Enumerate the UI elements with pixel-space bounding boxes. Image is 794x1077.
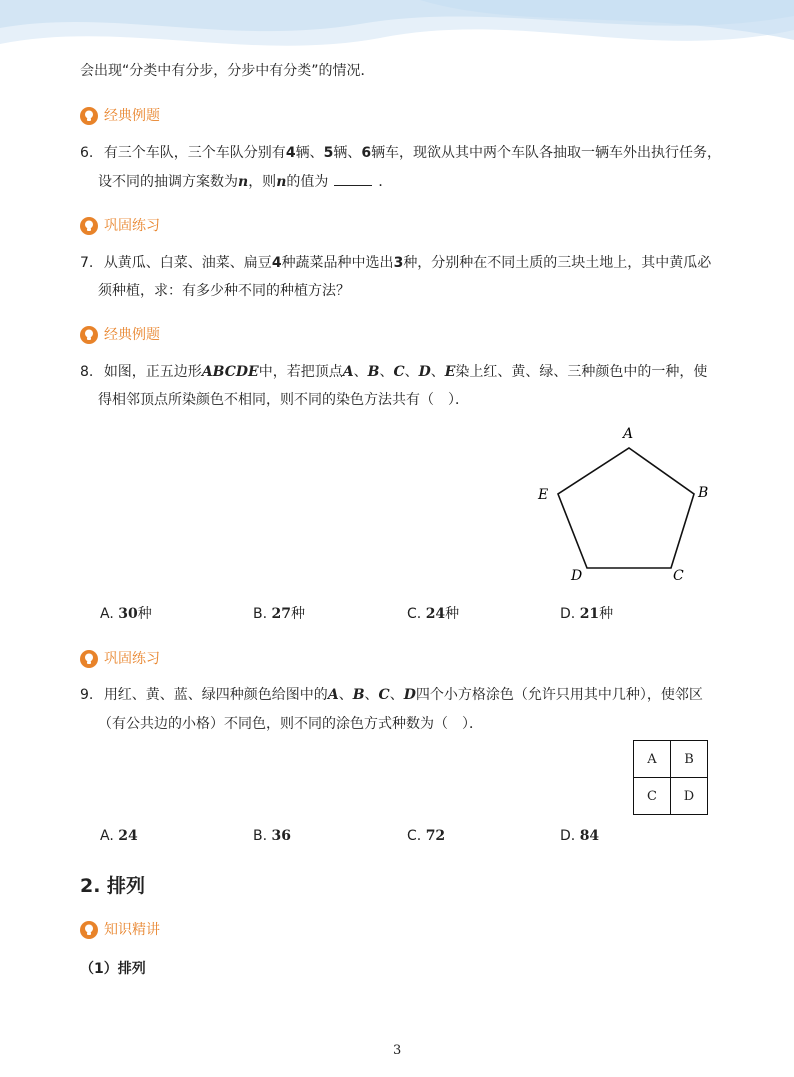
option-letter: A. [100,828,114,844]
question-7-line-2: 须种植，求：有多少种不同的种植方法？ [98,283,350,299]
q8-sep: 、 [404,364,419,380]
q8-vertex: E [444,364,456,380]
q6-var-n: n [238,174,249,190]
q7-text: 从黄瓜、白菜、油菜、扁豆 [103,255,272,271]
q6-text: ． [378,174,393,190]
pentagon-shape [558,448,694,568]
lightbulb-icon [80,650,98,668]
q8-option-c[interactable] [407,604,459,624]
option-value: 36 [271,828,291,844]
section-heading: 2. 排列 [80,875,146,897]
q8-sep: 、 [430,364,445,380]
subsection-heading: （1）排列 [80,961,146,977]
question-number: 9. [80,687,94,703]
q8-sep: 、 [379,364,394,380]
q9-cell-ref: C [378,687,390,703]
q8-text: 中，若把顶点 [258,364,343,380]
option-unit: 种 [445,606,460,622]
lightbulb-icon [80,326,98,344]
lightbulb-icon [80,217,98,235]
section-label-example-1 [80,106,160,126]
section-label-text: 巩固练习 [104,651,160,667]
question-8-line-1 [80,362,707,382]
q7-text: 种，分别种在不同土质的三块土地上，其中黄瓜必 [403,255,712,271]
q9-cell-ref: B [352,687,365,703]
option-letter: B. [253,606,268,622]
q7-text: 种蔬菜品种中选出 [281,255,394,271]
option-unit: 种 [599,606,614,622]
option-value: 84 [579,828,600,844]
grid-cell-a: A [634,741,671,778]
q9-cell-ref: D [403,687,416,703]
q6-num-5: 5 [323,145,334,161]
option-letter: A. [100,606,114,622]
option-letter: C. [407,828,422,844]
vertex-label-b: B [698,485,709,501]
q8-text: 如图，正五边形 [103,364,202,380]
question-number: 6. [80,145,94,161]
question-9-line-2: （有公共边的小格）不同色，则不同的涂色方式种数为（ ）． [98,716,483,732]
grid-cell-b: B [671,741,708,778]
q7-num-4: 4 [271,255,282,271]
section-label-text: 知识精讲 [104,922,160,938]
q9-option-b[interactable] [253,826,291,846]
q8-option-d[interactable] [560,604,613,624]
q9-text: 四个小方格涂色（允许只用其中几种），使邻区 [415,687,703,703]
q6-text: ，则 [248,174,277,190]
q6-text: 辆、 [295,145,324,161]
header-wave-decoration [0,0,794,62]
answer-blank [334,171,372,186]
vertex-label-d: D [571,568,583,584]
q8-option-b[interactable] [253,604,305,624]
grid-cell-c: C [634,778,671,815]
q8-text: 染上红、黄、绿、三种颜色中的一种，使 [455,364,708,380]
option-value: 27 [271,606,291,622]
q6-num-4: 4 [285,145,296,161]
q9-sep: 、 [389,687,404,703]
option-value: 24 [118,828,138,844]
option-letter: C. [407,606,422,622]
q9-sep: 、 [338,687,353,703]
option-unit: 种 [137,606,152,622]
q9-option-c[interactable] [407,826,445,846]
section-label-knowledge [80,920,160,940]
q6-num-6: 6 [361,145,372,161]
option-letter: D. [560,828,576,844]
question-8-line-2: 得相邻顶点所染颜色不相同，则不同的染色方法共有（ ）． [98,392,469,408]
grid-cell-d: D [671,778,708,815]
question-number: 8. [80,364,94,380]
question-6-line-2 [98,171,392,192]
q9-text: 用红、黄、蓝、绿四种颜色给图中的 [103,687,328,703]
intro-text: 会出现“分类中有分步，分步中有分类”的情况． [80,63,375,79]
q9-cell-ref: A [327,687,339,703]
q8-vertex: B [367,364,380,380]
q9-option-a[interactable] [100,826,138,846]
q6-text: 设不同的抽调方案数为 [98,174,238,190]
q8-sep: 、 [353,364,368,380]
q8-vertex: A [342,364,354,380]
section-label-text: 经典例题 [104,108,160,124]
grid-figure [633,740,708,815]
q8-shape-name: ABCDE [201,364,259,380]
q8-vertex: C [393,364,405,380]
q6-var-n: n [276,174,287,190]
section-label-example-2 [80,325,160,345]
q6-text: 的值为 [286,174,329,190]
section-label-text: 巩固练习 [104,218,160,234]
question-7-line-1 [80,253,711,273]
q9-sep: 、 [364,687,379,703]
option-unit: 种 [291,606,305,622]
question-number: 7. [80,255,94,271]
q9-option-d[interactable] [560,826,599,846]
option-letter: B. [253,828,268,844]
lightbulb-icon [80,921,98,939]
section-label-practice-2 [80,649,160,669]
option-value: 72 [425,828,446,844]
vertex-label-c: C [673,568,684,584]
option-letter: D. [560,606,576,622]
question-9-line-1 [80,685,703,705]
option-value: 21 [579,606,600,622]
q6-text: 有三个车队，三个车队分别有 [103,145,286,161]
vertex-label-a: A [623,426,634,442]
section-label-practice-1 [80,216,160,236]
q6-text: 辆、 [333,145,362,161]
section-label-text: 经典例题 [104,327,160,343]
q8-option-a[interactable] [100,604,152,624]
q6-text: 辆车，现欲从其中两个车队各抽取一辆车外出执行任务， [371,145,722,161]
option-value: 24 [425,606,446,622]
lightbulb-icon [80,107,98,125]
q7-num-3: 3 [393,255,404,271]
question-6-line-1 [80,143,721,163]
vertex-label-e: E [538,487,549,503]
page-number: 3 [393,1043,402,1058]
pentagon-figure [530,420,720,590]
q8-vertex: D [418,364,431,380]
option-value: 30 [118,606,138,622]
